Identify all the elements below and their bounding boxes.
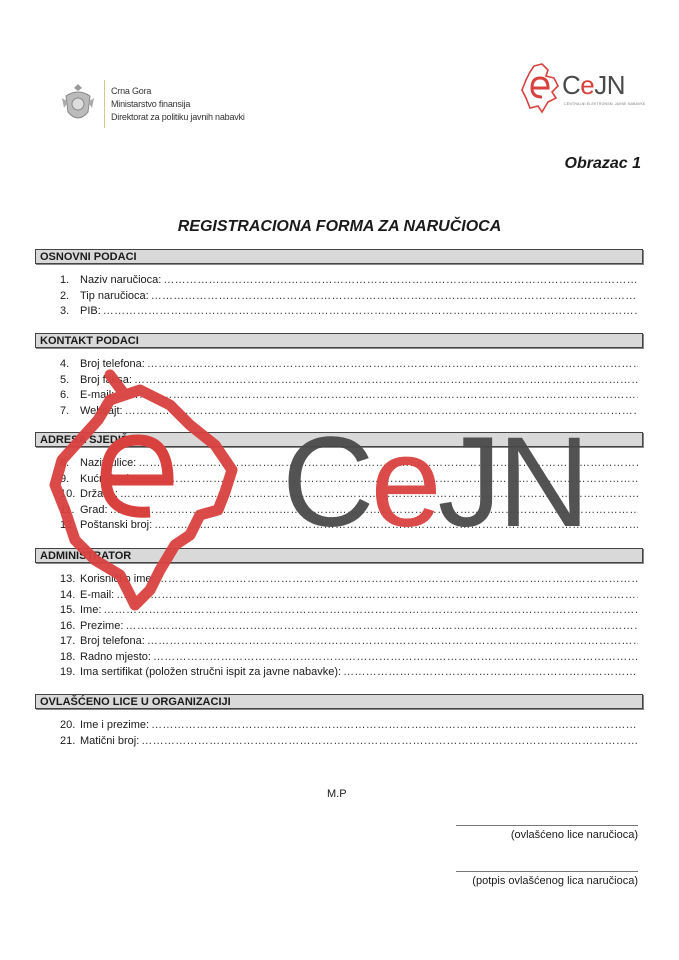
fill-line[interactable] <box>110 503 638 519</box>
fill-line[interactable] <box>134 373 638 389</box>
field-number: 8. <box>60 457 70 469</box>
fill-line[interactable] <box>147 634 638 650</box>
field-number: 19. <box>60 666 76 678</box>
field-number: 18. <box>60 650 76 663</box>
field-label: Ima sertifikat (položen stručni ispit za javne nabavke): <box>80 666 342 678</box>
section-adresa-sjedista <box>35 432 643 534</box>
field-broj-faksa[interactable] <box>60 373 638 389</box>
field-number: 7. <box>60 404 70 417</box>
cejn-logo-icon <box>520 62 564 118</box>
field-admin-broj-telefona[interactable] <box>60 634 638 650</box>
fill-line[interactable] <box>134 472 638 488</box>
field-label: Broj faksa: <box>80 373 132 386</box>
field-number: 5. <box>60 373 70 386</box>
field-label: Prezime: <box>80 619 124 632</box>
field-number: 15. <box>60 604 76 616</box>
field-pib[interactable] <box>60 304 638 320</box>
field-prezime[interactable] <box>60 619 638 635</box>
logo-letters-jn: JN <box>594 70 626 100</box>
field-number: 10. <box>60 488 76 500</box>
section-heading: OVLAŠĆENO LICE U ORGANIZACIJI <box>35 694 643 709</box>
coat-of-arms-icon <box>60 82 96 126</box>
logo-subtitle: CENTRALNI ELEKTRONSKI JAVNE NABAVKE <box>564 102 646 106</box>
field-number: 6. <box>60 389 70 401</box>
field-number: 17. <box>60 635 76 647</box>
signature-line-authorized[interactable]: (ovlašćeno lice naručioca) <box>456 825 638 841</box>
ministry-lines <box>111 85 245 124</box>
field-radno-mjesto[interactable] <box>60 650 638 666</box>
fill-line[interactable] <box>147 357 638 373</box>
fill-line[interactable] <box>151 718 638 734</box>
section-osnovni-podaci <box>35 249 643 320</box>
field-label: Broj telefona: <box>80 358 145 370</box>
fill-line[interactable] <box>151 289 638 305</box>
field-sertifikat[interactable] <box>60 665 638 681</box>
fill-line[interactable] <box>153 650 638 666</box>
field-number: 11. <box>60 503 75 516</box>
field-websajt[interactable] <box>60 404 638 420</box>
section-heading: ADMINISTRATOR <box>35 548 643 563</box>
field-number: 2. <box>60 289 70 302</box>
field-number: 3. <box>60 305 70 317</box>
fill-line[interactable] <box>103 603 638 619</box>
field-admin-email[interactable] <box>60 588 638 604</box>
field-number: 16. <box>60 619 76 632</box>
field-label: Broj telefona: <box>80 635 145 647</box>
field-postanski-broj[interactable] <box>60 518 638 534</box>
field-number: 4. <box>60 358 70 370</box>
form-id: Obrazac 1 <box>564 155 641 172</box>
stamp-label: M.P <box>327 788 347 800</box>
field-tip-narucioca[interactable] <box>60 289 638 305</box>
field-number: 21. <box>60 734 76 747</box>
field-grad[interactable] <box>60 503 638 519</box>
field-label: Poštanski broj: <box>80 519 153 531</box>
fill-line[interactable] <box>116 388 638 404</box>
fill-line[interactable] <box>120 487 638 503</box>
field-maticni-broj[interactable] <box>60 734 638 750</box>
fill-line[interactable] <box>157 572 638 588</box>
section-kontakt-podaci <box>35 333 643 419</box>
header-divider <box>104 80 105 128</box>
fill-line[interactable] <box>343 665 638 681</box>
field-kucni-broj[interactable] <box>60 472 638 488</box>
logo-letter-e: e <box>580 70 595 100</box>
field-ime-i-prezime[interactable] <box>60 718 638 734</box>
field-broj-telefona[interactable] <box>60 357 638 373</box>
field-number: 13. <box>60 573 76 585</box>
field-drzava[interactable] <box>60 487 638 503</box>
field-label: Korisničko ime: <box>80 573 155 585</box>
section-administrator <box>35 548 643 681</box>
ministry-header <box>60 80 245 128</box>
field-ime[interactable] <box>60 603 638 619</box>
field-label: E-mail: <box>80 389 115 401</box>
ministry-line-ministry: Ministarstvo finansija <box>111 98 191 109</box>
section-heading: KONTAKT PODACI <box>35 333 643 348</box>
logo-text <box>562 70 625 101</box>
fill-line[interactable] <box>141 734 638 750</box>
field-label: Država: <box>80 488 118 500</box>
field-label: Matični broj: <box>80 734 140 747</box>
field-label: Grad: <box>80 503 108 516</box>
field-email[interactable] <box>60 388 638 404</box>
fill-line[interactable] <box>138 456 638 472</box>
section-ovlasceno-lice <box>35 694 643 749</box>
field-number: 14. <box>60 588 76 601</box>
fill-line[interactable] <box>163 273 638 289</box>
field-label: Radno mjesto: <box>80 650 151 663</box>
logo-letter-c: C <box>562 70 581 100</box>
field-label: Tip naručioca: <box>80 289 149 302</box>
field-number: 20. <box>60 719 76 731</box>
field-label: Websajt: <box>80 404 123 417</box>
fill-line[interactable] <box>154 518 638 534</box>
field-label: PIB: <box>80 305 101 317</box>
document-title: REGISTRACIONA FORMA ZA NARUČIOCA <box>177 218 502 235</box>
fill-line[interactable] <box>103 304 638 320</box>
cejn-logo <box>520 62 646 122</box>
ministry-line-country: Crna Gora <box>111 85 152 96</box>
signature-line-signature[interactable]: (potpis ovlašćenog lica naručioca) <box>456 871 638 887</box>
field-label: Naziv naručioca: <box>80 274 162 286</box>
field-number: 9. <box>60 472 70 485</box>
field-number: 12. <box>60 519 76 531</box>
field-label: Kućni broj: <box>80 472 132 485</box>
field-label: Naziv ulice: <box>80 457 137 469</box>
fill-line[interactable] <box>116 588 638 604</box>
field-naziv-narucioca[interactable] <box>60 273 638 289</box>
section-heading: OSNOVNI PODACI <box>35 249 643 264</box>
fill-line[interactable] <box>125 619 638 635</box>
ministry-line-directorate: Direktorat za politiku javnih nabavki <box>111 111 245 122</box>
field-label: Ime: <box>80 604 102 616</box>
field-label: E-mail: <box>80 588 115 601</box>
field-number: 1. <box>60 274 70 286</box>
watermark-text: CeJN <box>282 411 587 554</box>
section-heading: ADRESA SJEDIŠTA <box>35 432 643 447</box>
field-naziv-ulice[interactable] <box>60 456 638 472</box>
field-label: Ime i prezime: <box>80 719 150 731</box>
field-korisnicko-ime[interactable] <box>60 572 638 588</box>
fill-line[interactable] <box>125 404 638 420</box>
